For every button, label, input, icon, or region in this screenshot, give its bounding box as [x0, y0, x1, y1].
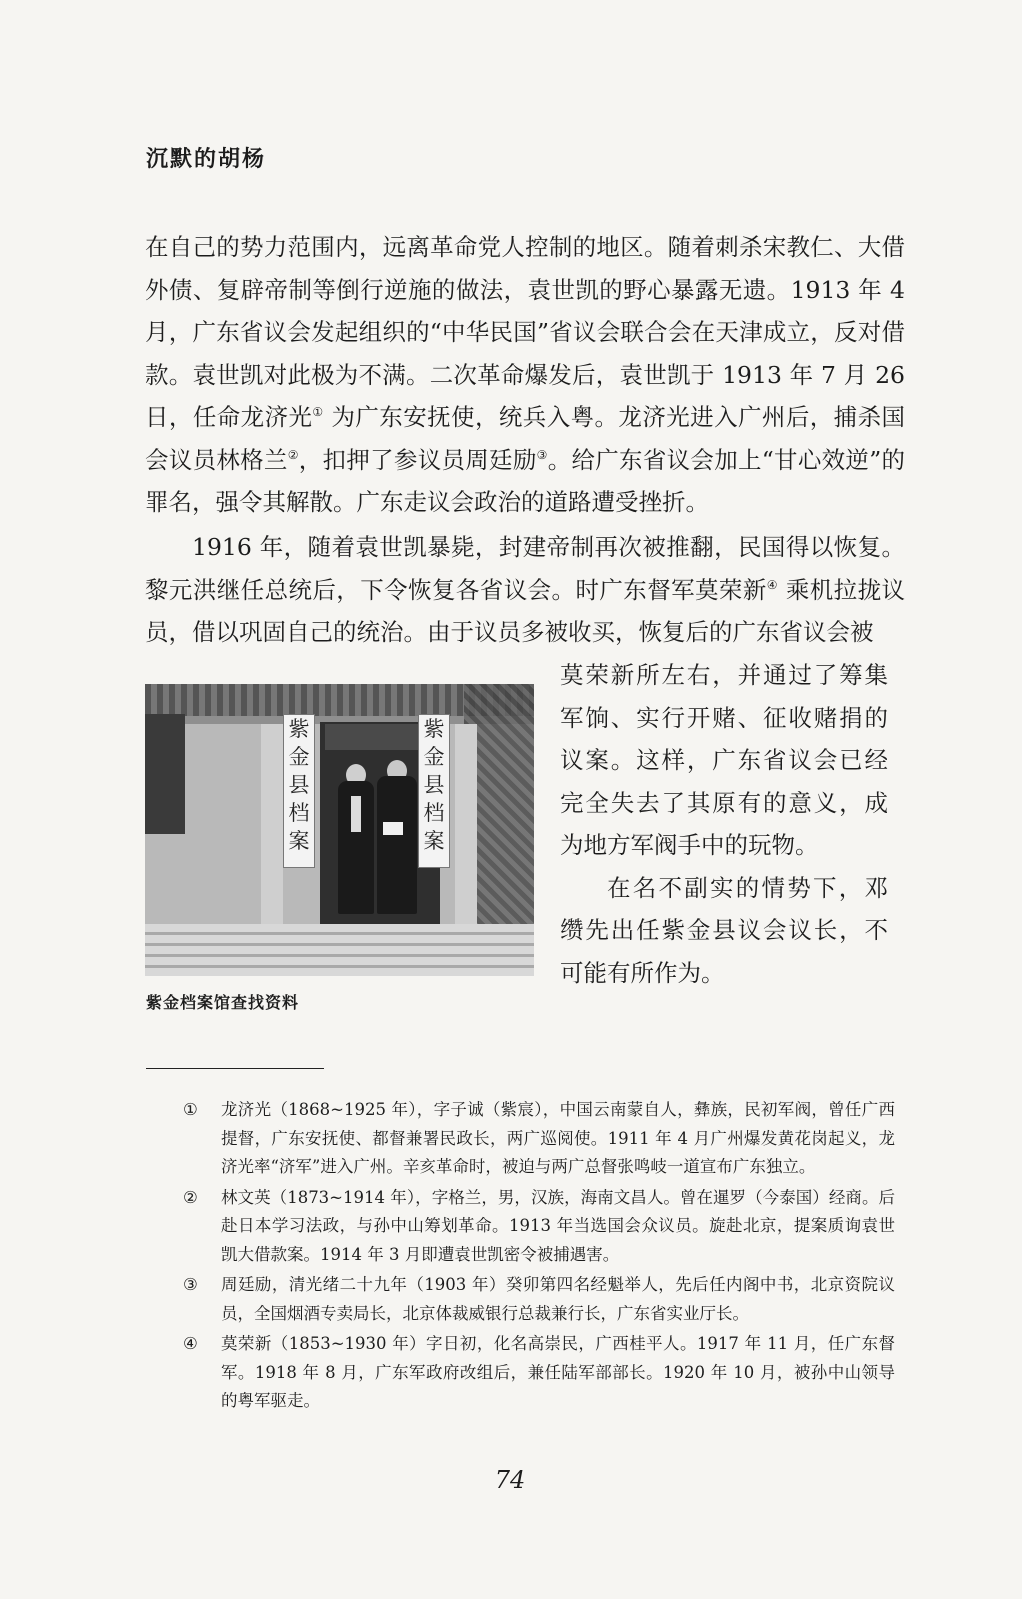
footnote-number: ①: [183, 1100, 198, 1119]
photo-shadow: [145, 714, 185, 834]
footnote-text: 林文英（1873~1914 年），字格兰，男，汉族，海南文昌人。曾在暹罗（今泰国）经商。后赴日本学习法政，与孙中山筹划革命。1913 年当选国会众议员。旋赴北京，提案质询袁世凯大借款案。1914 年 3 月即遭袁世凯密令被捕遇害。: [221, 1187, 895, 1264]
footnote-number: ④: [183, 1334, 198, 1353]
footnote-4: [183, 1330, 895, 1416]
plaque-char: 紫: [423, 717, 445, 741]
photo-steps: [145, 924, 534, 976]
footnote-text: 莫荣新（1853~1930 年）字日初，化名高崇民，广西桂平人。1917 年 11 月，任广东督军。1918 年 8 月，广东军政府改组后，兼任陆军部部长。1920 年 10 月，被孙中山领导的粤军驱走。: [221, 1334, 895, 1410]
footnote-rule: [146, 1068, 324, 1069]
photo-pillar-right: [455, 724, 477, 924]
footnote-number: ②: [183, 1187, 198, 1207]
footnote-ref-4: ④: [766, 577, 778, 592]
archive-photo: [145, 684, 534, 976]
footnote-number: ③: [183, 1275, 198, 1294]
page-number: 74: [494, 1466, 526, 1494]
para1-text-a: 在自己的势力范围内，远离革命党人控制的地区。随着刺杀宋教仁、大借外债、复辟帝制等倒行逆施的做法，袁世凯的野心暴露无遗。1913 年 4 月，广东省议会发起组织的“中华民国”省议会联合会在天津成立，反对借款。袁世凯对此极为不满。二次革命爆发后，袁世凯于 1913 年 7 月 26 日，任命龙济光: [145, 233, 905, 431]
plaque-char: 紫: [288, 717, 310, 741]
para1-text-b: 为广东安抚使，统兵入粤。龙济光进入广州后，捕杀国会议员林格兰: [145, 403, 905, 474]
footnote-ref-3: ③: [536, 447, 548, 462]
plaque-char: 案: [288, 829, 310, 853]
footnote-2: [183, 1184, 895, 1270]
footnote-text: 龙济光（1868~1925 年），字子诚（紫宸），中国云南蒙自人，彝族，民初军阀，曾任广西提督，广东安抚使、都督兼署民政长，两广巡阅使。1911 年 4 月广州爆发黄花岗起义，龙济光率“济军”进入广州。辛亥革命时，被迫与两广总督张鸣岐一道宣布广东独立。: [221, 1100, 895, 1176]
para1-text-d: 。给广东省议会加上“甘心效逆”的罪名，强令其解散。广东走议会政治的道路遭受挫折。: [145, 445, 906, 516]
photo-caption: 紫金档案馆查找资料: [146, 993, 300, 1012]
running-head: 沉默的胡杨: [146, 147, 267, 172]
footnote-text: 周廷励，清光绪二十九年（1903 年）癸卯第四名经魁举人，先后任内阁中书，北京资院议员，全国烟酒专卖局长，北京体裁威银行总裁兼行长，广东省实业厅长。: [221, 1275, 895, 1323]
person-2-folder: [383, 822, 403, 835]
photo-pillar-left: [261, 724, 283, 924]
para2-text-b: 乘机拉拢议员，借以巩固自己的统治。由于议员多被收买，恢复后的广东省议会被: [145, 575, 905, 646]
plaque-char: 案: [423, 829, 445, 853]
plaque-char: 档: [423, 801, 445, 825]
plaque-archive-bureau: [418, 714, 450, 868]
footnote-1: [183, 1096, 895, 1182]
para2-text-a: 1916 年，随着袁世凯暴毙，封建帝制再次被推翻，民国得以恢复。黎元洪继任总统后，下令恢复各省议会。时广东督军莫荣新: [145, 533, 905, 604]
body-paragraph-1: [145, 226, 905, 524]
wrapped-text: [560, 654, 888, 994]
footnote-ref-1: ①: [312, 405, 324, 420]
plaque-char: 档: [288, 801, 310, 825]
para1-text-c: ，扣押了参议员周廷励: [298, 445, 537, 474]
footnote-ref-2: ②: [287, 447, 299, 462]
person-1-shirt: [351, 796, 361, 832]
person-2: [377, 776, 417, 914]
wrapped-text-continued: 莫荣新所左右，并通过了筹集军饷、实行开赌、征收赌捐的议案。这样，广东省议会已经完全失去了其原有的意义，成为地方军阀手中的玩物。: [560, 661, 888, 859]
plaque-char: 金: [288, 745, 310, 769]
plaque-char: 县: [288, 773, 310, 797]
footnote-3: [183, 1271, 895, 1328]
plaque-char: 金: [423, 745, 445, 769]
plaque-archive-museum: [283, 714, 315, 868]
body-paragraph-3: 在名不副实的情势下，邓缵先出任紫金县议会议长，不可能有所作为。: [560, 873, 888, 987]
footnotes: [183, 1096, 895, 1418]
plaque-char: 县: [423, 773, 445, 797]
body-paragraph-2: [145, 526, 905, 654]
